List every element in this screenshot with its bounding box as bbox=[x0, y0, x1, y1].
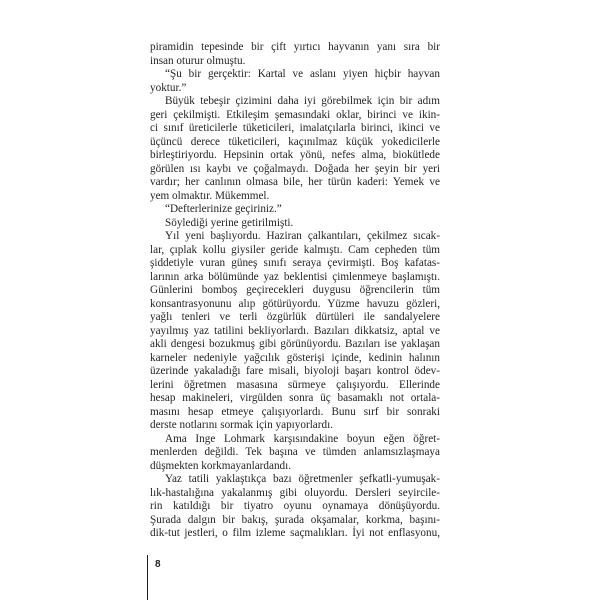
text-line: “Şu bir gerçektir: Kartal ve aslanı yiyen hiçbir hayvan bbox=[165, 68, 440, 80]
page-number-rule bbox=[147, 555, 148, 600]
text-line: yayılmış yaz tatilini bekliyorlardı. Bazıları dikkatsiz, aptal ve bbox=[150, 324, 440, 337]
text-line: karneler nedeniyle yağcılık gösterişi içinde, kedinin halının bbox=[150, 351, 440, 364]
text-line: konsantrasyonunu alıp götürüyordu. Yüzme havuzu gözleri, bbox=[150, 297, 440, 310]
text-line: menlerden değildi. Tek başına ve tümden anlamsızlaşmaya bbox=[150, 446, 440, 458]
text-line: lerini öğretmen masasına sürmeye çalışıyordu. Ellerinde bbox=[150, 378, 440, 391]
text-line: Şurada dalgın bir bakış, şurada okşamalar, korkma, başını- bbox=[150, 513, 440, 526]
text-line: masını hesap etmeye çalışıyorlardı. Bunu sırf bir sonraki bbox=[150, 405, 440, 418]
text-line: geri çekilmişti. Etkileşim şemasındaki oklar, birinci ve ikin- bbox=[150, 108, 440, 121]
text-line: Yıl yeni başlıyordu. Haziran çalkantıları, çekilmez sıcak- bbox=[165, 230, 440, 242]
text-line: hesap makineleri, virgülden sonra üç basamaklı not ortala- bbox=[150, 392, 440, 404]
text-line: rin katıldığı bir tiyatro oyunu oynamaya dönüşüyordu. bbox=[150, 500, 440, 512]
text-line: Yaz tatili yaklaştıkça bazı öğretmenler şefkatli-yumuşak- bbox=[165, 473, 440, 485]
text-line: lık-hastalığına yakalanmış gibi oluyordu. Dersleri seyircile- bbox=[150, 486, 440, 499]
text-line: akli dengesi bozukmuş gibi görünüyordu. Bazıları ise yaklaşan bbox=[150, 338, 440, 350]
text-line: Günlerini bomboş geçirecekleri duygusu öğrencilerin tüm bbox=[150, 284, 440, 296]
text-line: vardır; her canlının olmasa bile, her türün kaderi: Yemek ve bbox=[150, 176, 440, 188]
text-line: piramidin tepesinde bir çift yırtıcı hayvanın yanı sıra bir bbox=[150, 41, 440, 53]
text-line: derste notlarını sormak için yapıyorlardı. bbox=[150, 419, 333, 431]
page-number: 8 bbox=[155, 559, 161, 570]
text-line: Büyük tebeşir çizimini daha iyi görebilmek için bir adım bbox=[165, 95, 440, 107]
text-line: insan oturur olmuştu. bbox=[150, 54, 246, 67]
text-line: birleştiriyordu. Hepsinin ortak yönü, nefes alma, biokütlede bbox=[150, 149, 440, 161]
text-line: lar, çıplak kollu giysiler geride kalmıştı. Cam cepheden tüm bbox=[150, 243, 440, 256]
text-line: ci sınıf üreticilerle tüketicileri, imalatçılarla birinci, ikinci ve bbox=[150, 122, 440, 134]
text-line: dik-tut jestleri, o film izleme saçmalıkları. İyi not enflasyonu, bbox=[150, 527, 440, 539]
text-line: Söylediği yerine getirilmişti. bbox=[165, 216, 294, 229]
text-line: düşmekten korkmayanlardandı. bbox=[150, 459, 292, 472]
text-line: yağlı tenleri ve terli özgürlük dürtüleri ile sandalyelere bbox=[150, 311, 440, 323]
text-line: üzerinde yakaladığı fare misali, biyoloji başarı kontrol ödev- bbox=[150, 365, 440, 377]
text-line: yem olmaktır. Mükemmel. bbox=[150, 189, 270, 202]
text-line: yoktur.” bbox=[150, 81, 187, 94]
text-line: üçüncü derece tüketicileri, kaçınılmaz küçük yokedicilerle bbox=[150, 135, 440, 148]
text-line: Ama Inge Lohmark karşısındakine boyun eğen öğret- bbox=[165, 432, 440, 445]
text-line: görülen ısı kaybı ve çoğalmaydı. Doğada her şeyin bir yeri bbox=[150, 162, 440, 175]
text-line: “Defterlerinize geçiriniz.” bbox=[165, 203, 282, 215]
body-text bbox=[150, 41, 440, 541]
text-line: larının arka bölümünde yaz beklentisi çimlenmeye başlamıştı. bbox=[150, 270, 440, 283]
text-line: şiddetiyle vuran güneş sınıfı seraya çevirmişti. Boş kafatas- bbox=[150, 257, 440, 269]
